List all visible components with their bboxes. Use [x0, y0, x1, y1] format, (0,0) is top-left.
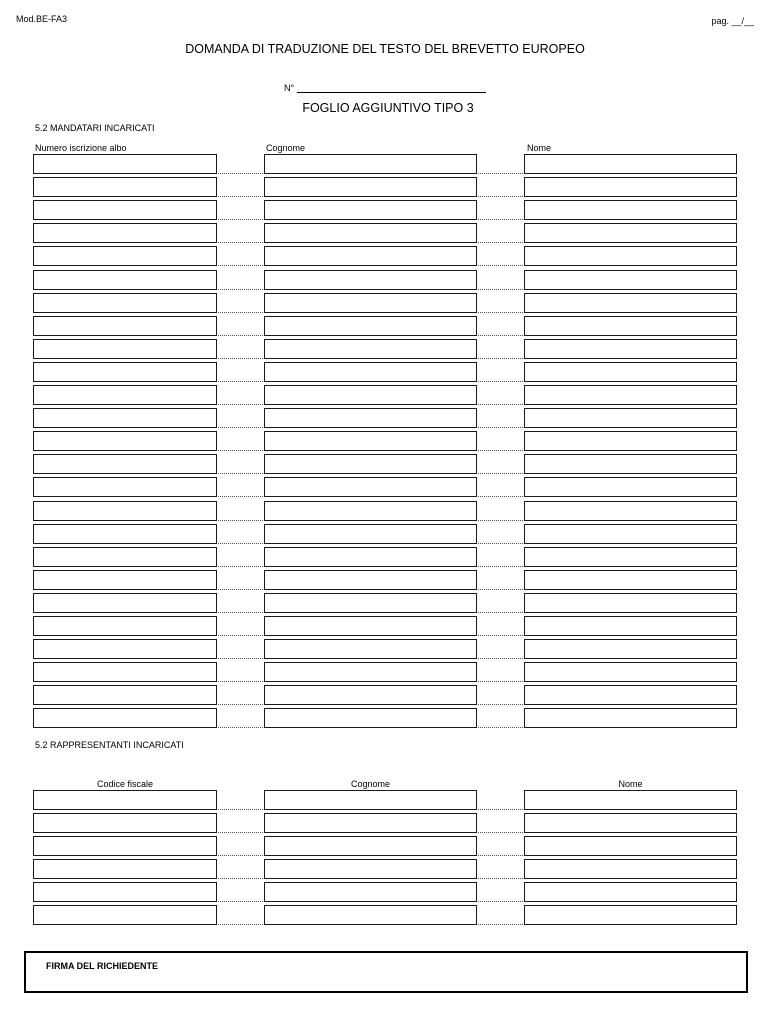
cognome-field[interactable] [264, 362, 477, 382]
cognome-field[interactable] [264, 662, 477, 682]
nome-field[interactable] [524, 708, 737, 728]
nome-field[interactable] [524, 905, 737, 925]
cognome-field[interactable] [264, 246, 477, 266]
codice-fiscale-field[interactable] [33, 790, 217, 810]
numero-albo-field[interactable] [33, 362, 217, 382]
document-title: DOMANDA DI TRADUZIONE DEL TESTO DEL BREVETTO EUROPEO [185, 42, 585, 56]
numero-albo-field[interactable] [33, 570, 217, 590]
col-header-cognome-2: Cognome [350, 779, 391, 789]
cognome-field[interactable] [264, 905, 477, 925]
cognome-field[interactable] [264, 454, 477, 474]
nome-field[interactable] [524, 200, 737, 220]
col-header-nome: Nome [527, 143, 552, 153]
cognome-field[interactable] [264, 477, 477, 497]
cognome-field[interactable] [264, 859, 477, 879]
nome-field[interactable] [524, 316, 737, 336]
numero-albo-field[interactable] [33, 154, 217, 174]
codice-fiscale-field[interactable] [33, 882, 217, 902]
col-header-numero-albo: Numero iscrizione albo [35, 143, 127, 153]
nome-field[interactable] [524, 813, 737, 833]
cognome-field[interactable] [264, 316, 477, 336]
numero-albo-field[interactable] [33, 223, 217, 243]
page-number: pag. __/__ [711, 16, 754, 26]
cognome-field[interactable] [264, 836, 477, 856]
sheet-subtitle: FOGLIO AGGIUNTIVO TIPO 3 [302, 101, 474, 115]
numero-albo-field[interactable] [33, 547, 217, 567]
nome-field[interactable] [524, 246, 737, 266]
nome-field[interactable] [524, 524, 737, 544]
cognome-field[interactable] [264, 547, 477, 567]
numero-albo-field[interactable] [33, 339, 217, 359]
nome-field[interactable] [524, 477, 737, 497]
col-header-nome-2: Nome [618, 779, 643, 789]
cognome-field[interactable] [264, 154, 477, 174]
cognome-field[interactable] [264, 501, 477, 521]
cognome-field[interactable] [264, 593, 477, 613]
numero-albo-field[interactable] [33, 593, 217, 613]
form-code: Mod.BE-FA3 [16, 14, 68, 24]
numero-albo-field[interactable] [33, 662, 217, 682]
nome-field[interactable] [524, 385, 737, 405]
section-rappresentanti-title: 5.2 RAPPRESENTANTI INCARICATI [35, 740, 184, 750]
nome-field[interactable] [524, 836, 737, 856]
signature-box[interactable] [24, 951, 748, 993]
cognome-field[interactable] [264, 339, 477, 359]
cognome-field[interactable] [264, 882, 477, 902]
nome-field[interactable] [524, 501, 737, 521]
cognome-field[interactable] [264, 639, 477, 659]
numero-albo-field[interactable] [33, 616, 217, 636]
nome-field[interactable] [524, 362, 737, 382]
nome-field[interactable] [524, 223, 737, 243]
col-header-cognome: Cognome [266, 143, 306, 153]
numero-albo-field[interactable] [33, 524, 217, 544]
cognome-field[interactable] [264, 685, 477, 705]
cognome-field[interactable] [264, 408, 477, 428]
numero-albo-field[interactable] [33, 385, 217, 405]
numero-albo-field[interactable] [33, 708, 217, 728]
nome-field[interactable] [524, 662, 737, 682]
nome-field[interactable] [524, 639, 737, 659]
numero-albo-field[interactable] [33, 477, 217, 497]
nome-field[interactable] [524, 547, 737, 567]
nome-field[interactable] [524, 616, 737, 636]
number-field[interactable] [297, 92, 486, 93]
codice-fiscale-field[interactable] [33, 859, 217, 879]
cognome-field[interactable] [264, 223, 477, 243]
numero-albo-field[interactable] [33, 316, 217, 336]
nome-field[interactable] [524, 270, 737, 290]
cognome-field[interactable] [264, 524, 477, 544]
nome-field[interactable] [524, 293, 737, 313]
numero-albo-field[interactable] [33, 200, 217, 220]
nome-field[interactable] [524, 177, 737, 197]
numero-albo-field[interactable] [33, 639, 217, 659]
cognome-field[interactable] [264, 813, 477, 833]
numero-albo-field[interactable] [33, 293, 217, 313]
nome-field[interactable] [524, 431, 737, 451]
numero-albo-field[interactable] [33, 431, 217, 451]
numero-albo-field[interactable] [33, 685, 217, 705]
cognome-field[interactable] [264, 708, 477, 728]
nome-field[interactable] [524, 859, 737, 879]
nome-field[interactable] [524, 339, 737, 359]
nome-field[interactable] [524, 790, 737, 810]
nome-field[interactable] [524, 570, 737, 590]
nome-field[interactable] [524, 154, 737, 174]
nome-field[interactable] [524, 408, 737, 428]
section-mandatari-title: 5.2 MANDATARI INCARICATI [35, 123, 155, 133]
cognome-field[interactable] [264, 200, 477, 220]
cognome-field[interactable] [264, 570, 477, 590]
cognome-field[interactable] [264, 293, 477, 313]
numero-albo-field[interactable] [33, 270, 217, 290]
cognome-field[interactable] [264, 616, 477, 636]
numero-albo-field[interactable] [33, 408, 217, 428]
numero-albo-field[interactable] [33, 501, 217, 521]
number-label: N° [284, 83, 295, 93]
numero-albo-field[interactable] [33, 177, 217, 197]
nome-field[interactable] [524, 882, 737, 902]
nome-field[interactable] [524, 593, 737, 613]
codice-fiscale-field[interactable] [33, 813, 217, 833]
cognome-field[interactable] [264, 385, 477, 405]
cognome-field[interactable] [264, 177, 477, 197]
nome-field[interactable] [524, 454, 737, 474]
signature-label: FIRMA DEL RICHIEDENTE [46, 961, 159, 971]
numero-albo-field[interactable] [33, 454, 217, 474]
col-header-codice-fiscale: Codice fiscale [96, 779, 154, 789]
cognome-field[interactable] [264, 270, 477, 290]
cognome-field[interactable] [264, 431, 477, 451]
codice-fiscale-field[interactable] [33, 836, 217, 856]
nome-field[interactable] [524, 685, 737, 705]
cognome-field[interactable] [264, 790, 477, 810]
numero-albo-field[interactable] [33, 246, 217, 266]
codice-fiscale-field[interactable] [33, 905, 217, 925]
